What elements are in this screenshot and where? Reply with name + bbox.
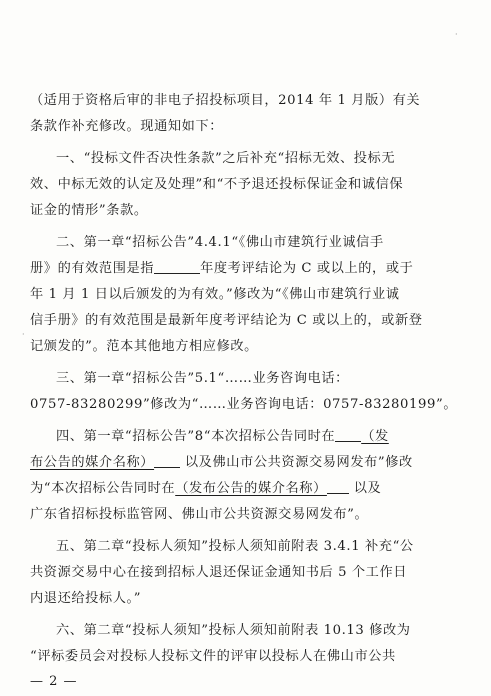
- paragraph-4-line: [30, 424, 470, 450]
- underlined-text: （发布公告的媒介名称）: [175, 481, 327, 496]
- paragraph-2-line: 二、第一章“招标公告”4.4.1“《佛山市建筑行业诚信手: [56, 235, 384, 250]
- paragraph-5-line: 五、第二章“投标人须知”投标人须知前附表 3.4.1 补充“公: [56, 539, 414, 554]
- paragraph-2-line: 信手册》的有效范围是最新年度考评结论为 C 或以上的，或新登: [30, 313, 423, 328]
- blank-underline: [327, 477, 349, 494]
- paragraph-1-line: 效、中标无效的认定及处理”和“不予退还投标保证金和诚信保: [30, 177, 404, 192]
- paragraph-4-line: [30, 476, 470, 502]
- text-span: 以及: [353, 481, 382, 496]
- paragraph-3-line: 三、第一章“招标公告”5.1“……业务咨询电话：: [56, 371, 349, 386]
- text-span: 为“本次招标公告同时在: [30, 481, 176, 496]
- text-line: 条款作补充修改。现通知如下：: [30, 119, 224, 134]
- text-span: 年度考评结论为 C 或以上的，或于: [200, 261, 414, 276]
- paragraph-1-line: 证金的情形”条款。: [30, 203, 148, 218]
- scan-mark: ·: [22, 330, 25, 339]
- underlined-text: （发: [361, 429, 389, 444]
- paragraph-4-line: 广东省招标投标监管网、佛山市公共资源交易网发布”。: [30, 507, 369, 522]
- page-number: — 2 —: [30, 674, 78, 689]
- paragraph-5-line: 共资源交易中心在接到招标人退还保证金通知书后 5 个工作日: [30, 565, 408, 580]
- paragraph-6-line: 六、第二章“投标人须知”投标人须知前附表 10.13 修改为: [56, 623, 411, 638]
- paragraph-6-line: “评标委员会对投标人投标文件的评审以投标人在佛山市公共: [30, 649, 396, 664]
- underlined-text: 布公告的媒介名称）: [30, 455, 155, 470]
- paragraph-2-line: 年 1 月 1 日以后颁发的为有效。”修改为“《佛山市建筑行业诚: [30, 287, 400, 302]
- paragraph-2-line: [30, 256, 470, 282]
- paragraph-1-line: 一、“投标文件否决性条款”之后补充“招标无效、投标无: [56, 151, 396, 166]
- blank-underline: [335, 425, 361, 442]
- paragraph-4-line: [30, 450, 470, 476]
- text-span: 册》的有效范围是指: [30, 261, 155, 276]
- paragraph-5-line: 内退还给投标人。”: [30, 591, 142, 606]
- text-span: 以及佛山市公共资源交易网发布”修改: [184, 455, 413, 470]
- text-line: （适用于资格后审的非电子招投标项目，2014 年 1 月版）有关: [30, 93, 421, 108]
- paragraph-3-line: 0757-83280299”修改为“……业务咨询电话：0757-83280199”。: [30, 397, 458, 412]
- blank-underline: [154, 451, 180, 468]
- text-span: 四、第一章“招标公告”8“本次招标公告同时在: [56, 429, 336, 444]
- paragraph-2-line: 记颁发的”。范本其他地方相应修改。: [30, 339, 258, 354]
- blank-underline: [154, 257, 200, 274]
- scan-mark: ·: [455, 30, 458, 39]
